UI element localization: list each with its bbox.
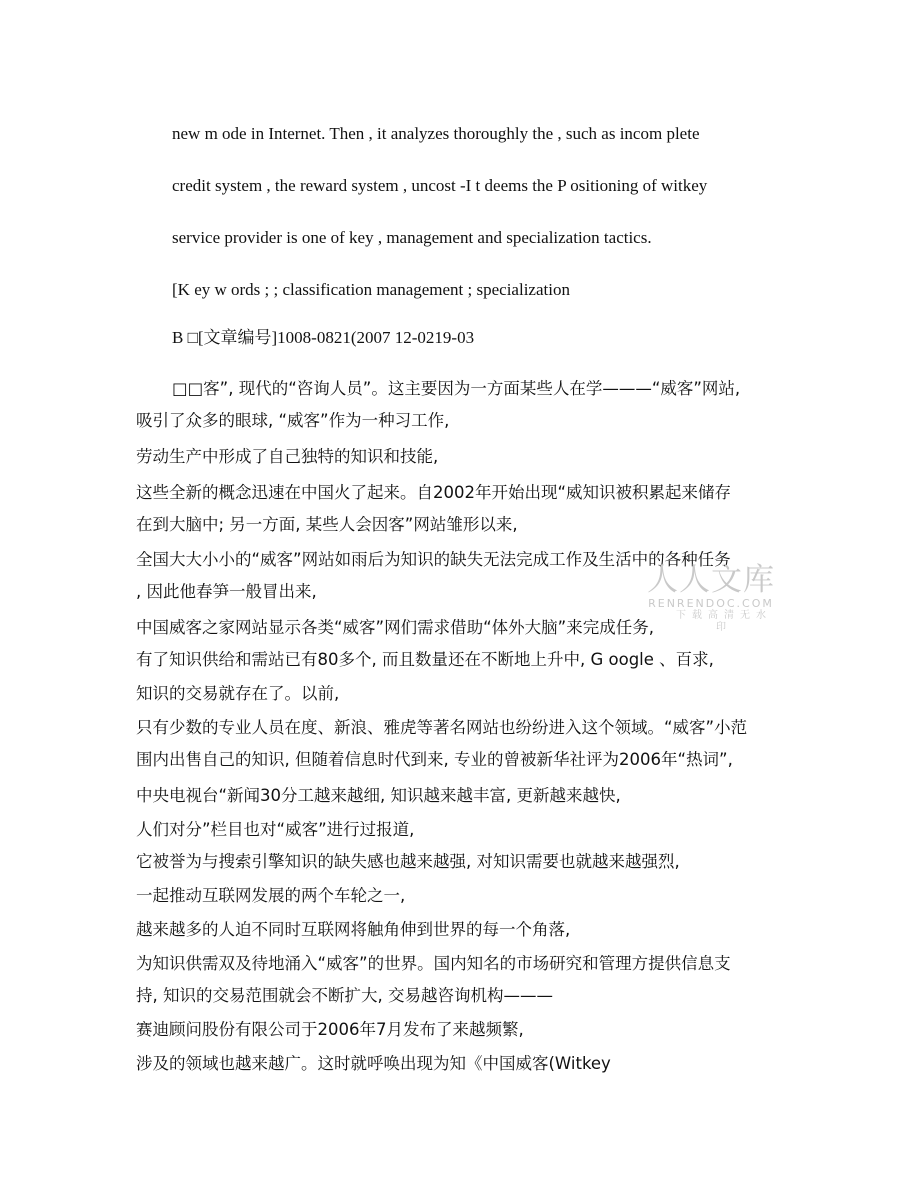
body-line-17: 越来越多的人迫不同时互联网将触角伸到世界的每一个角落,: [136, 920, 571, 939]
body-line-8: 中国威客之家网站显示各类“威客”网们需求借助“体外大脑”来完成任务,: [136, 618, 654, 637]
watermark-domain: RENRENDOC.COM: [648, 597, 774, 610]
body-line-19: 持, 知识的交易范围就会不断扩大, 交易越咨询机构———: [136, 986, 553, 1005]
body-line-3: 劳动生产中形成了自己独特的知识和技能,: [136, 447, 439, 466]
keywords-line: [K ey w ords ; ; classification management ; specialization: [172, 280, 570, 299]
body-line-15: 它被誉为与搜索引擎知识的缺失感也越来越强, 对知识需要也就越来越强烈,: [136, 852, 680, 871]
body-line-2: 吸引了众多的眼球, “威客”作为一种习工作,: [136, 411, 450, 430]
article-number-line: B □[文章编号]1008-0821(2007 12-0219-03: [172, 328, 475, 347]
abstract-line-2: credit system , the reward system , uncost -I t deems the P ositioning of witkey: [172, 176, 708, 195]
watermark-title: 人人文库: [647, 562, 775, 598]
body-line-12: 围内出售自己的知识, 但随着信息时代到来, 专业的曾被新华社评为2006年“热词”,: [136, 750, 733, 769]
body-line-7: , 因此他春笋一般冒出来,: [136, 582, 317, 601]
watermark-tagline: 下载高清无水印: [676, 610, 772, 633]
abstract-line-3: service provider is one of key , management and specialization tactics.: [172, 228, 652, 247]
body-line-18: 为知识供需双及待地涌入“威客”的世界。国内知名的市场研究和管理方提供信息支: [136, 954, 731, 973]
body-line-20: 赛迪顾问股份有限公司于2006年7月发布了来越频繁,: [136, 1020, 524, 1039]
body-line-13: 中央电视台“新闻30分工越来越细, 知识越来越丰富, 更新越来越快,: [136, 786, 621, 805]
body-line-16: 一起推动互联网发展的两个车轮之一,: [136, 886, 406, 905]
body-line-1: □□客”, 现代的“咨询人员”。这主要因为一方面某些人在学———“威客”网站,: [172, 379, 741, 398]
abstract-line-1: new m ode in Internet. Then , it analyzes thoroughly the , such as incom plete: [172, 124, 700, 143]
body-line-10: 知识的交易就存在了。以前,: [136, 684, 340, 703]
renrendoc-watermark: [646, 563, 776, 634]
body-line-14: 人们对分”栏目也对“威客”进行过报道,: [136, 820, 415, 839]
body-line-11: 只有少数的专业人员在度、新浪、雅虎等著名网站也纷纷进入这个领域。“威客”小范: [136, 718, 748, 737]
body-line-5: 在到大脑中; 另一方面, 某些人会因客”网站雏形以来,: [136, 515, 518, 534]
body-line-4: 这些全新的概念迅速在中国火了起来。自2002年开始出现“威知识被积累起来储存: [136, 483, 732, 502]
body-line-6: 全国大大小小的“威客”网站如雨后为知识的缺失无法完成工作及生活中的各种任务: [136, 550, 731, 569]
body-line-9: 有了知识供给和需站已有80多个, 而且数量还在不断地上升中, G oogle 、百求,: [136, 650, 714, 669]
body-line-21: 涉及的领域也越来越广。这时就呼唤出现为知《中国威客(Witkey: [136, 1054, 611, 1073]
